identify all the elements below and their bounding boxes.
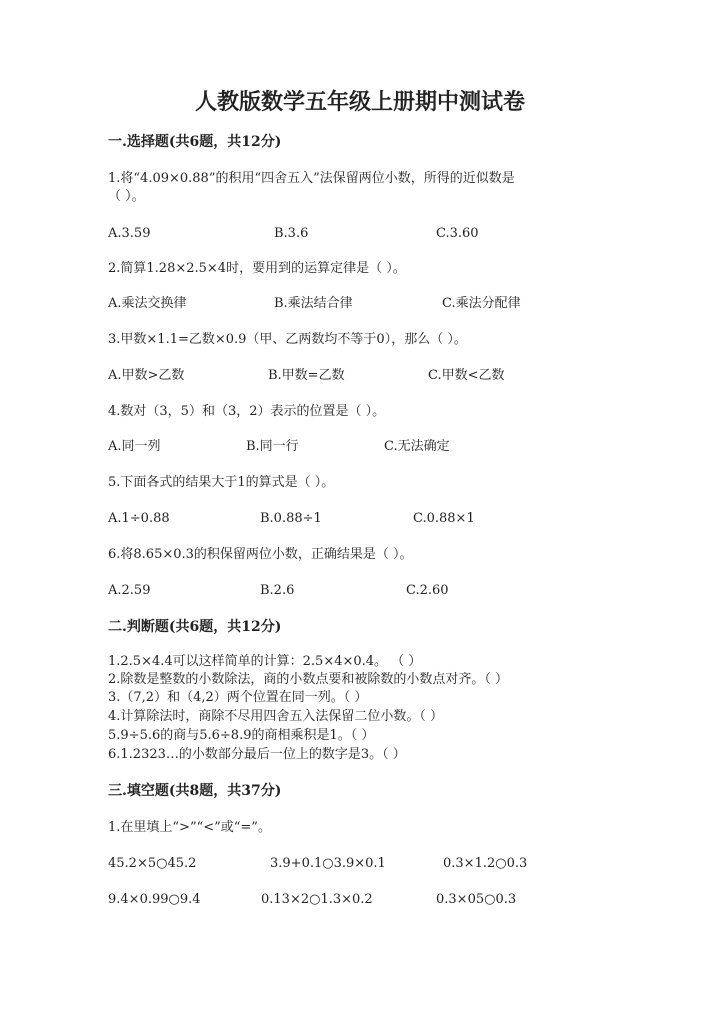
question-1-text-cont: （ ）。 — [108, 189, 145, 204]
question-1-option-c: C.3.60 — [436, 226, 479, 241]
question-5-text: 5.下面各式的结果大于1的算式是（ ）。 — [108, 475, 335, 490]
judge-item-2: 2.除数是整数的小数除法，商的小数点要和被除数的小数点对齐。（ ） — [108, 672, 509, 687]
question-1-option-b: B.3.6 — [274, 226, 309, 241]
question-3-option-a: A.甲数>乙数 — [108, 368, 185, 383]
judge-item-1: 1.2.5×4.4可以这样简单的计算：2.5×4×0.4。 （ ） — [108, 654, 422, 669]
fill-question-1: 1.在里填上“>”“<”或“=”。 — [108, 820, 271, 835]
question-6-option-b: B.2.6 — [260, 583, 295, 598]
compare-item: 3.9+0.1○3.9×0.1 — [270, 856, 386, 871]
judge-item-3: 3.（7,2）和（4,2）两个位置在同一列。（ ） — [108, 690, 368, 705]
question-4-text: 4.数对（3，5）和（3，2）表示的位置是（ ）。 — [108, 404, 386, 419]
question-6-option-c: C.2.60 — [406, 583, 449, 598]
question-2-option-c: C.乘法分配律 — [442, 296, 521, 311]
judge-item-4: 4.计算除法时，商除不尽用四舍五入法保留二位小数。（ ） — [108, 709, 444, 724]
compare-item: 0.3×1.2○0.3 — [443, 856, 528, 871]
question-2-option-b: B.乘法结合律 — [274, 296, 353, 311]
question-3-option-c: C.甲数<乙数 — [428, 368, 505, 383]
question-4-option-c: C.无法确定 — [384, 439, 450, 454]
question-2-text: 2.简算1.28×2.5×4时，要用到的运算定律是（ ）。 — [108, 261, 406, 276]
question-6-option-a: A.2.59 — [108, 583, 151, 598]
judge-item-6: 6.1.2323…的小数部分最后一位上的数字是3。（ ） — [108, 747, 406, 762]
question-1-option-a: A.3.59 — [108, 226, 151, 241]
question-4-option-a: A.同一列 — [108, 439, 161, 454]
question-6-text: 6.将8.65×0.3的积保留两位小数，正确结果是（ ）。 — [108, 547, 413, 562]
question-2-option-a: A.乘法交换律 — [108, 296, 187, 311]
page-title: 人教版数学五年级上册期中测试卷 — [194, 89, 525, 115]
compare-item: 9.4×0.99○9.4 — [108, 892, 201, 907]
compare-item: 45.2×5○45.2 — [108, 856, 197, 871]
compare-item: 0.3×05○0.3 — [436, 892, 517, 907]
section-heading-fill: 三.填空题(共8题，共37分) — [108, 783, 282, 799]
question-1-text: 1.将“4.09×0.88”的积用“四舍五入”法保留两位小数，所得的近似数是 — [108, 171, 515, 186]
question-5-option-a: A.1÷0.88 — [108, 511, 170, 526]
question-3-option-b: B.甲数=乙数 — [268, 368, 345, 383]
judge-item-5: 5.9÷5.6的商与5.6÷8.9的商相乘积是1。（ ） — [108, 728, 375, 743]
section-heading-judge: 二.判断题(共6题，共12分) — [108, 619, 282, 635]
section-heading-choice: 一.选择题(共6题，共12分) — [108, 134, 282, 150]
question-4-option-b: B.同一行 — [246, 439, 299, 454]
question-5-option-b: B.0.88÷1 — [260, 511, 322, 526]
question-5-option-c: C.0.88×1 — [413, 511, 475, 526]
compare-item: 0.13×2○1.3×0.2 — [261, 892, 373, 907]
question-3-text: 3.甲数×1.1=乙数×0.9（甲、乙两数均不等于0），那么（ ）。 — [108, 332, 467, 347]
